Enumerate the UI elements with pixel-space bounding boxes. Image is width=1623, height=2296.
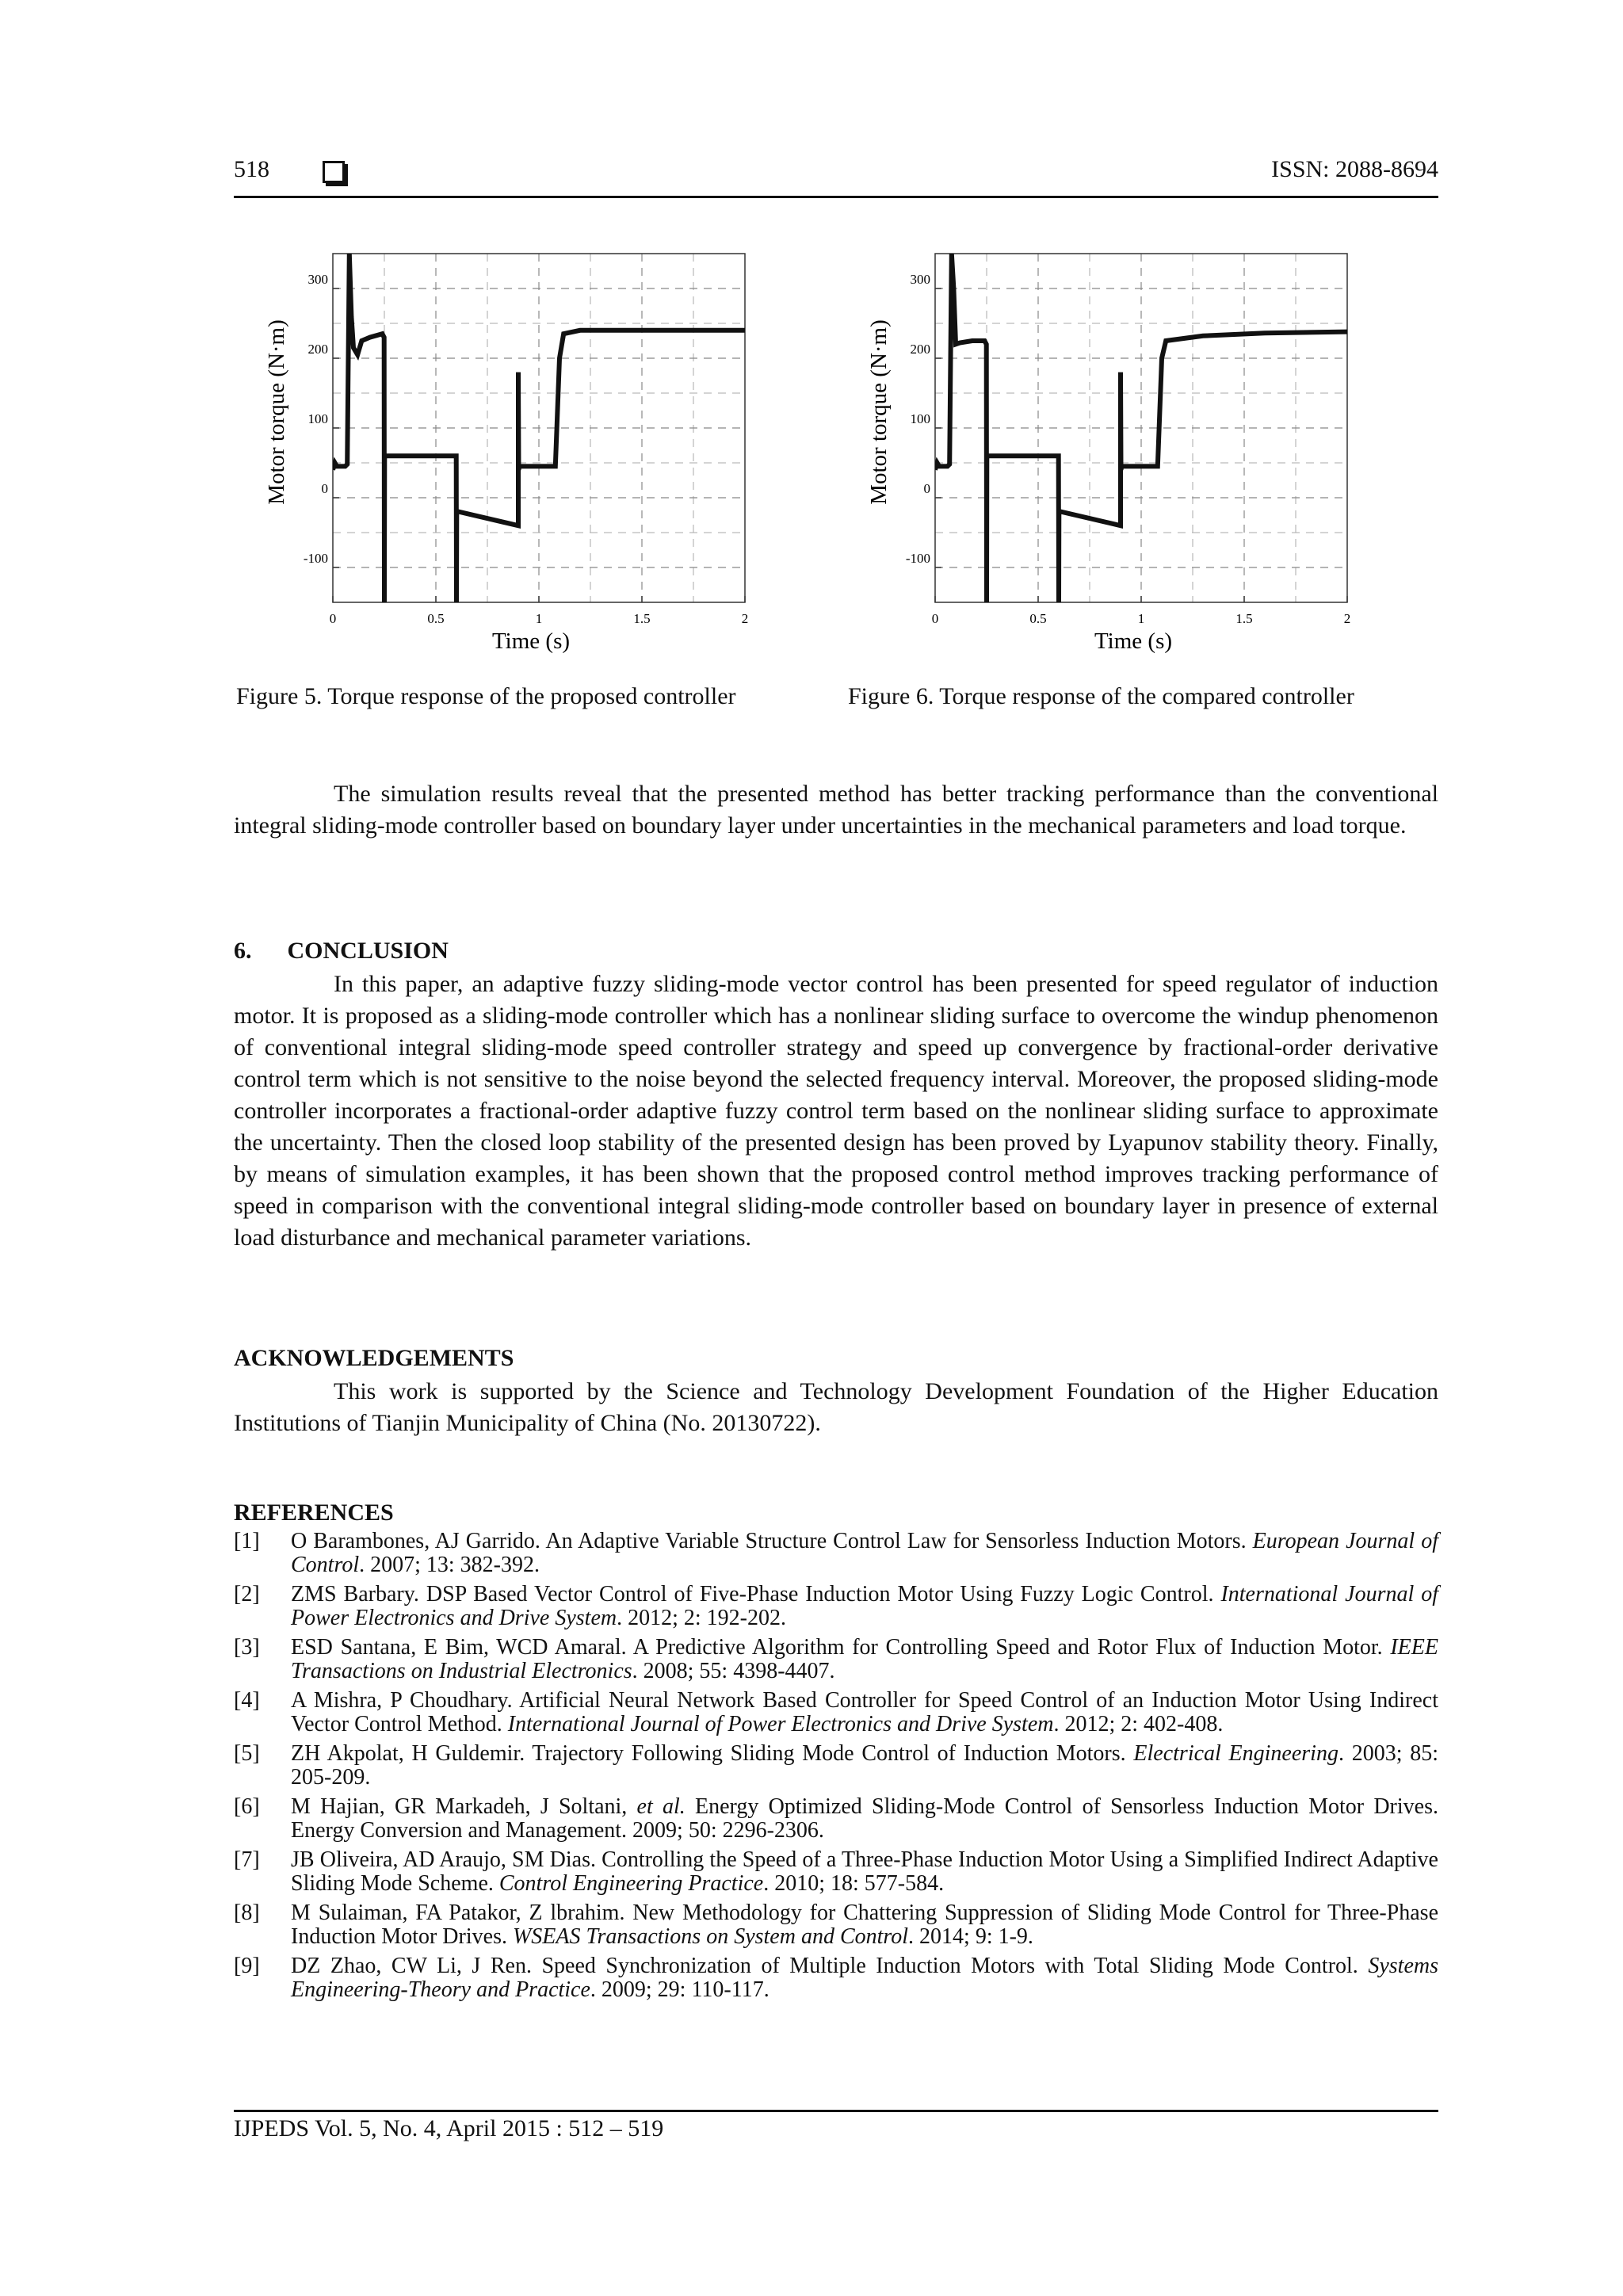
reference-text: ESD Santana, E Bim, WCD Amaral. A Predictive Algorithm for Controlling Speed and Rotor Flux of Induction Motor. xyxy=(291,1635,1391,1660)
reference-item xyxy=(234,1742,1438,1790)
reference-tail: . 2007; 13: 382-392. xyxy=(359,1553,540,1577)
y-tick-label: -100 xyxy=(303,551,328,566)
reference-number: [7] xyxy=(234,1847,260,1872)
x-tick-label: 0.5 xyxy=(427,611,445,626)
reference-item xyxy=(234,1954,1438,2002)
footer-journal-info: IJPEDS Vol. 5, No. 4, April 2015 : 512 – 519 xyxy=(234,2115,664,2141)
reference-item xyxy=(234,1795,1438,1843)
conclusion-paragraph: In this paper, an adaptive fuzzy sliding-mode vector control has been presented for speed regulator of induction motor. It is proposed as a sliding-mode controller which has a nonlinear sliding surface to overcome the windup phenomenon of conventional integral sliding-mode speed controller strategy and speed up convergence by fractional-order derivative control term which is not sensitive to the noise beyond the selected frequency interval. Moreover, the proposed sliding-mode controller incorporates a fractional-order adaptive fuzzy control term based on the nonlinear sliding surface to approximate the uncertainty. Then the closed loop stability of the presented design has been proved by Lyapunov stability theory. Finally, by means of simulation examples, it has been shown that the proposed control method improves tracking performance of speed in comparison with the conventional integral sliding-mode controller based on boundary layer in presence of external load disturbance and mechanical parameter variations. xyxy=(234,971,1438,1251)
reference-text: O Barambones, AJ Garrido. An Adaptive Variable Structure Control Law for Sensorless Induction Motors. xyxy=(291,1529,1253,1553)
reference-tail: . 2012; 2: 402-408. xyxy=(1053,1712,1224,1736)
reference-item xyxy=(234,1901,1438,1949)
x-tick-label: 1.5 xyxy=(1235,611,1253,626)
reference-journal: IEEE Transactions on Industrial Electronics xyxy=(291,1635,1438,1683)
x-tick-label: 0.5 xyxy=(1029,611,1047,626)
page-header xyxy=(234,155,1438,198)
y-tick-label: 0 xyxy=(923,481,930,496)
checkbox-square-icon xyxy=(323,161,345,183)
references-list xyxy=(234,1530,1438,2008)
reference-item xyxy=(234,1689,1438,1736)
reference-text: ZMS Barbary. DSP Based Vector Control of Five-Phase Induction Motor Using Fuzzy Logic Control. xyxy=(291,1582,1221,1606)
reference-journal: et al. xyxy=(636,1794,685,1819)
reference-journal: Systems Engineering-Theory and Practice xyxy=(291,1954,1438,2002)
x-tick-label: 1 xyxy=(535,611,543,626)
reference-number: [2] xyxy=(234,1582,260,1606)
y-tick-label: 300 xyxy=(307,272,328,287)
reference-tail: . 2003; 85: 205-209. xyxy=(291,1741,1439,1790)
x-tick-label: 2 xyxy=(741,611,749,626)
reference-item xyxy=(234,1583,1438,1630)
figure-5-chart xyxy=(262,250,749,662)
reference-text: DZ Zhao, CW Li, J Ren. Speed Synchronization of Multiple Induction Motors with Total Sliding Mode Control. xyxy=(291,1954,1369,1978)
reference-tail: Energy Optimized Sliding-Mode Control of Sensorless Induction Motor Drives. Energy Conversion and Management. 2009; 50: 2296-2306. xyxy=(291,1794,1438,1843)
reference-journal: International Journal of Power Electronics and Drive System xyxy=(291,1582,1438,1630)
reference-item xyxy=(234,1530,1438,1577)
x-tick-label: 1 xyxy=(1137,611,1145,626)
reference-number: [1] xyxy=(234,1529,260,1553)
figure-5-caption: Figure 5. Torque response of the proposed controller xyxy=(236,683,736,709)
reference-number: [8] xyxy=(234,1901,260,1925)
y-axis-label: Motor torque (N·m) xyxy=(866,319,892,505)
reference-number: [3] xyxy=(234,1635,260,1660)
x-axis-label: Time (s) xyxy=(491,628,571,654)
figure-6-chart xyxy=(864,250,1351,662)
figure-6-caption: Figure 6. Torque response of the compared controller xyxy=(848,683,1354,709)
reference-text: JB Oliveira, AD Araujo, SM Dias. Controlling the Speed of a Three-Phase Induction Motor Using a Simplified Indirect Adaptive Sliding Mode Scheme. xyxy=(291,1847,1438,1896)
x-tick-label: 1.5 xyxy=(633,611,651,626)
y-tick-label: 300 xyxy=(910,272,930,287)
references-heading: REFERENCES xyxy=(234,1499,394,1526)
torque-chart-proposed xyxy=(262,250,749,662)
reference-number: [5] xyxy=(234,1741,260,1766)
y-axis-label: Motor torque (N·m) xyxy=(264,319,289,505)
y-tick-label: 0 xyxy=(321,481,328,496)
reference-text: A Mishra, P Choudhary. Artificial Neural Network Based Controller for Speed Control of an Induction Motor Using Indirect Vector Control Method. xyxy=(291,1688,1438,1736)
reference-tail: . 2014; 9: 1-9. xyxy=(908,1924,1033,1949)
y-tick-label: 100 xyxy=(307,411,328,426)
reference-tail: . 2009; 29: 110-117. xyxy=(590,1977,769,2002)
reference-item xyxy=(234,1636,1438,1683)
reference-text: ZH Akpolat, H Guldemir. Trajectory Following Sliding Mode Control of Induction Motors. xyxy=(291,1741,1134,1766)
y-tick-label: 200 xyxy=(307,342,328,357)
x-tick-label: 0 xyxy=(931,611,939,626)
y-tick-label: -100 xyxy=(905,551,930,566)
acknowledgements-paragraph: This work is supported by the Science and Technology Development Foundation of the Higher Education Institutions of Tianjin Municipality of China (No. 20130722). xyxy=(234,1378,1438,1436)
reference-number: [6] xyxy=(234,1794,260,1819)
reference-text: M Sulaiman, FA Patakor, Z lbrahim. New Methodology for Chattering Suppression of Sliding Mode Control for Three-Phase Induction Motor Drives. xyxy=(291,1901,1438,1949)
reference-journal: WSEAS Transactions on System and Control xyxy=(512,1924,909,1949)
page-number: 518 xyxy=(234,156,269,182)
torque-chart-compared xyxy=(864,250,1351,662)
y-tick-label: 200 xyxy=(910,342,930,357)
reference-journal: Electrical Engineering xyxy=(1133,1741,1338,1766)
reference-item xyxy=(234,1848,1438,1896)
reference-journal: International Journal of Power Electronics and Drive System xyxy=(507,1712,1054,1736)
x-tick-label: 0 xyxy=(329,611,337,626)
page-footer xyxy=(234,2110,1438,2142)
reference-number: [4] xyxy=(234,1688,260,1713)
issn-label: ISSN: 2088-8694 xyxy=(1271,156,1438,182)
reference-tail: . 2012; 2: 192-202. xyxy=(617,1606,786,1630)
reference-text: M Hajian, GR Markadeh, J Soltani, xyxy=(291,1794,637,1819)
reference-tail: . 2010; 18: 577-584. xyxy=(763,1871,945,1896)
reference-journal: European Journal of Control xyxy=(291,1529,1438,1577)
reference-journal: Control Engineering Practice xyxy=(498,1871,764,1896)
reference-tail: . 2008; 55: 4398-4407. xyxy=(632,1659,835,1683)
x-tick-label: 2 xyxy=(1343,611,1351,626)
x-axis-label: Time (s) xyxy=(1094,628,1173,654)
acknowledgements-heading: ACKNOWLEDGEMENTS xyxy=(234,1345,514,1371)
y-tick-label: 100 xyxy=(910,411,930,426)
results-paragraph: The simulation results reveal that the presented method has better tracking performance than the conventional integral sliding-mode controller based on boundary layer under uncertainties in the mechanical parameters and load torque. xyxy=(234,781,1438,839)
reference-number: [9] xyxy=(234,1954,260,1978)
conclusion-heading: 6. CONCLUSION xyxy=(234,938,449,964)
